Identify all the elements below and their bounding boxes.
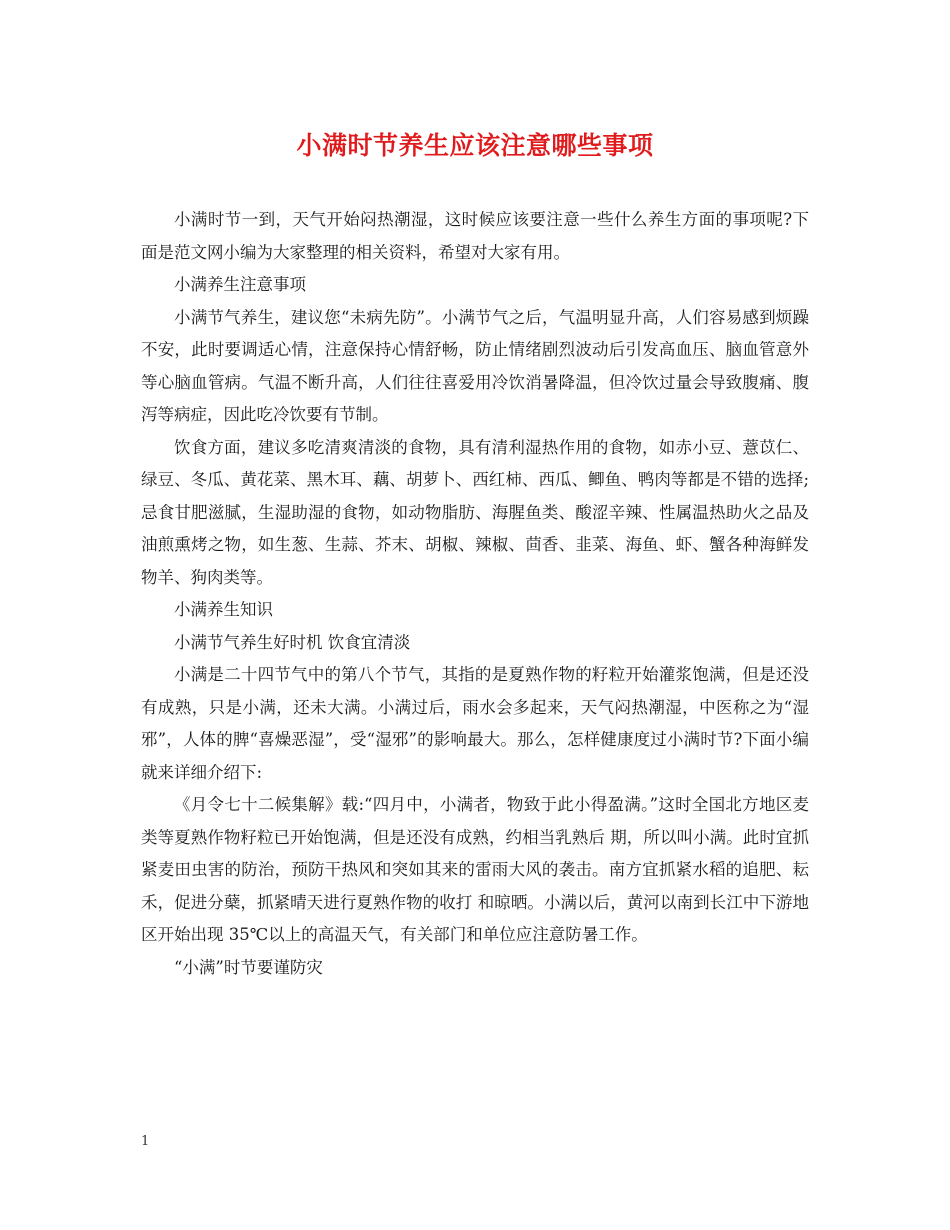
paragraph-prevention: 小满节气养生，建议您“未病先防”。小满节气之后，气温明显升高，人们容易感到烦躁不安，此时要调适心情，注意保持心情舒畅，防止情绪剧烈波动后引发高血压、脑血管意外等心脑血管病。气温不断升高，人们往往喜爱用冷饮消暑降温，但冷饮过量会导致腹痛、腹泻等病症，因此吃冷饮要有节制。 (141, 307, 809, 424)
paragraph-solar-term: 小满是二十四节气中的第八个节气，其指的是夏熟作物的籽粒开始灌浆饱满，但是还没有成熟，只是小满，还未大满。小满过后，雨水会多起来，天气闷热潮湿，中医称之为“湿邪”，人体的脾“喜燥恶湿”，受“湿邪”的影响最大。那么，怎样健康度过小满时节?下面小编就来详细介绍下: (141, 665, 809, 782)
paragraph-diet: 饮食方面，建议多吃清爽清淡的食物，具有清利湿热作用的食物，如赤小豆、薏苡仁、绿豆、冬瓜、黄花菜、黑木耳、藕、胡萝卜、西红柿、西瓜、鲫鱼、鸭肉等都是不错的选择;忌食甘肥滋腻，生湿助湿的食物，如动物脂肪、海腥鱼类、酸涩辛辣、性属温热助火之品及油煎熏烤之物，如生葱、生蒜、芥末、胡椒、辣椒、茴香、韭菜、海鱼、虾、蟹各种海鲜发物羊、狗肉类等。 (141, 437, 809, 587)
section-heading-disaster: “小满”时节要谨防灾 (174, 957, 323, 977)
paragraph-intro: 小满时节一到，天气开始闷热潮湿，这时候应该要注意一些什么养生方面的事项呢?下面是范文网小编为大家整理的相关资料，希望对大家有用。 (141, 210, 809, 262)
document-title: 小满时节养生应该注意哪些事项 (296, 131, 654, 160)
section-heading-precautions: 小满养生注意事项 (174, 275, 306, 294)
page-number: 1 (141, 1134, 150, 1149)
document-body (141, 204, 809, 984)
section-subheading-timing: 小满节气养生好时机 饮食宜清淡 (174, 632, 411, 652)
paragraph-almanac: 《月令七十二候集解》载:“四月中，小满者，物致于此小得盈满。”这时全国北方地区麦类等夏熟作物籽粒已开始饱满，但是还没有成熟，约相当乳熟后 期，所以叫小满。此时宜抓紧麦田虫害的防治，预防干热风和突如其来的雷雨大风的袭击。南方宜抓紧水稻的追肥、耘禾，促进分蘖，抓紧晴天进行夏熟作物的收打 和晾晒。小满以后，黄河以南到长江中下游地区开始出现 35℃以上的高温天气，有关部门和单位应注意防暑工作。 (141, 795, 809, 944)
section-heading-knowledge: 小满养生知识 (174, 600, 273, 619)
